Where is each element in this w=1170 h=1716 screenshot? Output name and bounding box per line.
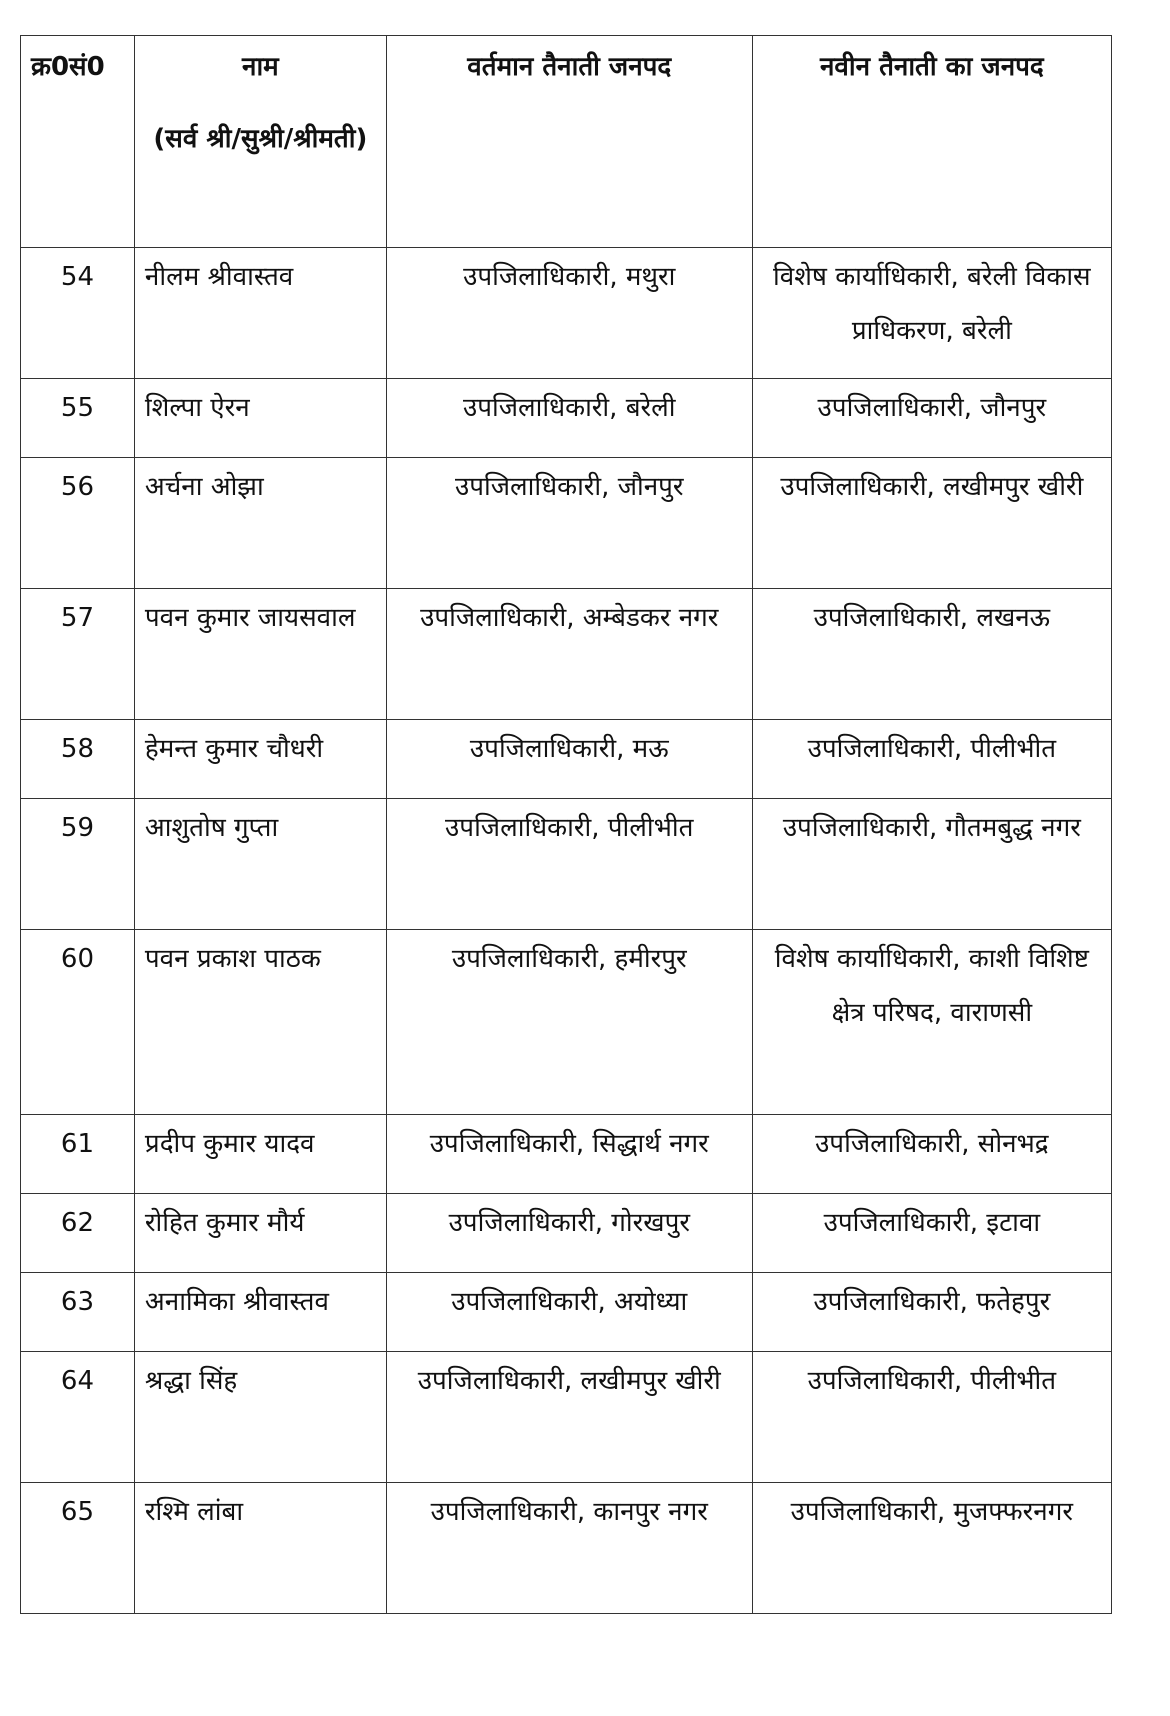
- serial-number: 63: [60, 1287, 94, 1317]
- current-posting-cell: [386, 458, 752, 589]
- header-name-honorifics: (सर्व श्री/सुश्री/श्रीमती): [153, 124, 368, 154]
- current-posting: उपजिलाधिकारी, हमीरपुर: [451, 944, 687, 974]
- serial-number-cell: [21, 1483, 135, 1614]
- current-posting: उपजिलाधिकारी, गोरखपुर: [448, 1208, 690, 1238]
- officer-name-cell: [134, 1273, 386, 1352]
- table-row: [21, 458, 1112, 589]
- officer-name: अर्चना ओझा: [144, 472, 264, 502]
- current-posting-cell: [386, 930, 752, 1115]
- current-posting-cell: [386, 248, 752, 379]
- new-posting-cell: [752, 379, 1111, 458]
- new-posting-cell: [752, 799, 1111, 930]
- current-posting: उपजिलाधिकारी, कानपुर नगर: [430, 1497, 708, 1527]
- officer-name: अनामिका श्रीवास्तव: [144, 1287, 329, 1317]
- current-posting-cell: [386, 1194, 752, 1273]
- serial-number-cell: [21, 458, 135, 589]
- table-header-row: [21, 36, 1112, 248]
- serial-number: 58: [60, 734, 94, 764]
- table-row: [21, 248, 1112, 379]
- new-posting-cell: [752, 720, 1111, 799]
- table-row: [21, 379, 1112, 458]
- current-posting-cell: [386, 1352, 752, 1483]
- officer-name-cell: [134, 379, 386, 458]
- table-row: [21, 1273, 1112, 1352]
- new-posting-cell: [752, 1115, 1111, 1194]
- officer-name: पवन प्रकाश पाठक: [144, 944, 321, 974]
- officer-name: शिल्पा ऐरन: [144, 393, 250, 423]
- table-row: [21, 1352, 1112, 1483]
- officer-name-cell: [134, 1115, 386, 1194]
- officer-name-cell: [134, 458, 386, 589]
- officer-name: नीलम श्रीवास्तव: [144, 262, 294, 292]
- serial-number: 54: [60, 262, 94, 292]
- new-posting: उपजिलाधिकारी, पीलीभीत: [807, 734, 1057, 764]
- current-posting-cell: [386, 1483, 752, 1614]
- officer-name: श्रद्धा सिंह: [144, 1366, 238, 1396]
- transfer-table: [20, 35, 1112, 1614]
- new-posting: विशेष कार्याधिकारी, काशी विशिष्ट क्षेत्र परिषद, वाराणसी: [774, 944, 1089, 1028]
- table-row: [21, 720, 1112, 799]
- header-new-posting: नवीन तैनाती का जनपद: [752, 36, 1111, 248]
- new-posting: उपजिलाधिकारी, जौनपुर: [817, 393, 1047, 423]
- table-row: [21, 1483, 1112, 1614]
- current-posting: उपजिलाधिकारी, अम्बेडकर नगर: [420, 603, 719, 633]
- serial-number-cell: [21, 1273, 135, 1352]
- current-posting: उपजिलाधिकारी, मथुरा: [463, 262, 676, 292]
- officer-name: रोहित कुमार मौर्य: [144, 1208, 305, 1238]
- current-posting: उपजिलाधिकारी, मऊ: [469, 734, 669, 764]
- officer-name-cell: [134, 1194, 386, 1273]
- officer-name-cell: [134, 930, 386, 1115]
- header-name: [134, 36, 386, 248]
- current-posting-cell: [386, 379, 752, 458]
- serial-number-cell: [21, 1115, 135, 1194]
- current-posting: उपजिलाधिकारी, बरेली: [462, 393, 676, 423]
- current-posting-cell: [386, 589, 752, 720]
- current-posting: उपजिलाधिकारी, सिद्धार्थ नगर: [429, 1129, 709, 1159]
- transfer-order-page: [20, 35, 1112, 1614]
- new-posting-cell: [752, 248, 1111, 379]
- table-row: [21, 930, 1112, 1115]
- new-posting: उपजिलाधिकारी, पीलीभीत: [807, 1366, 1057, 1396]
- serial-number-cell: [21, 248, 135, 379]
- officer-name-cell: [134, 720, 386, 799]
- serial-number: 65: [60, 1497, 94, 1527]
- new-posting: उपजिलाधिकारी, गौतमबुद्ध नगर: [782, 813, 1081, 843]
- new-posting-cell: [752, 1194, 1111, 1273]
- new-posting: उपजिलाधिकारी, फतेहपुर: [813, 1287, 1051, 1317]
- table-row: [21, 589, 1112, 720]
- new-posting-cell: [752, 1273, 1111, 1352]
- serial-number-cell: [21, 589, 135, 720]
- table-row: [21, 1194, 1112, 1273]
- new-posting-cell: [752, 930, 1111, 1115]
- new-posting-cell: [752, 589, 1111, 720]
- serial-number-cell: [21, 720, 135, 799]
- officer-name-cell: [134, 1483, 386, 1614]
- new-posting: उपजिलाधिकारी, मुजफ्फरनगर: [790, 1497, 1073, 1527]
- new-posting-cell: [752, 1483, 1111, 1614]
- current-posting-cell: [386, 799, 752, 930]
- officer-name: रश्मि लांबा: [144, 1497, 244, 1527]
- header-current-posting: वर्तमान तैनाती जनपद: [386, 36, 752, 248]
- serial-number-cell: [21, 379, 135, 458]
- serial-number: 59: [60, 813, 94, 843]
- current-posting-cell: [386, 1273, 752, 1352]
- officer-name-cell: [134, 589, 386, 720]
- current-posting: उपजिलाधिकारी, अयोध्या: [451, 1287, 688, 1317]
- officer-name: प्रदीप कुमार यादव: [144, 1129, 315, 1159]
- current-posting-cell: [386, 1115, 752, 1194]
- new-posting: उपजिलाधिकारी, लखनऊ: [813, 603, 1051, 633]
- serial-number-cell: [21, 1352, 135, 1483]
- current-posting: उपजिलाधिकारी, जौनपुर: [454, 472, 684, 502]
- serial-number: 62: [60, 1208, 94, 1238]
- new-posting-cell: [752, 458, 1111, 589]
- new-posting: उपजिलाधिकारी, सोनभद्र: [815, 1129, 1049, 1159]
- current-posting-cell: [386, 720, 752, 799]
- table-row: [21, 799, 1112, 930]
- officer-name: पवन कुमार जायसवाल: [144, 603, 356, 633]
- serial-number: 61: [60, 1129, 94, 1159]
- header-name-label: नाम: [242, 52, 279, 82]
- new-posting: विशेष कार्याधिकारी, बरेली विकास प्राधिकरण, बरेली: [773, 262, 1091, 346]
- officer-name: हेमन्त कुमार चौधरी: [144, 734, 324, 764]
- serial-number-cell: [21, 799, 135, 930]
- new-posting: उपजिलाधिकारी, लखीमपुर खीरी: [780, 472, 1084, 502]
- officer-name: आशुतोष गुप्ता: [144, 813, 279, 843]
- officer-name-cell: [134, 248, 386, 379]
- new-posting: उपजिलाधिकारी, इटावा: [823, 1208, 1041, 1238]
- officer-name-cell: [134, 1352, 386, 1483]
- serial-number: 64: [60, 1366, 94, 1396]
- header-serial-number: क्र0सं0: [21, 36, 135, 248]
- serial-number: 55: [60, 393, 94, 423]
- new-posting-cell: [752, 1352, 1111, 1483]
- officer-name-cell: [134, 799, 386, 930]
- serial-number-cell: [21, 930, 135, 1115]
- current-posting: उपजिलाधिकारी, लखीमपुर खीरी: [417, 1366, 721, 1396]
- current-posting: उपजिलाधिकारी, पीलीभीत: [445, 813, 694, 843]
- serial-number: 60: [60, 944, 94, 974]
- serial-number: 56: [60, 472, 94, 502]
- table-row: [21, 1115, 1112, 1194]
- serial-number: 57: [60, 603, 94, 633]
- serial-number-cell: [21, 1194, 135, 1273]
